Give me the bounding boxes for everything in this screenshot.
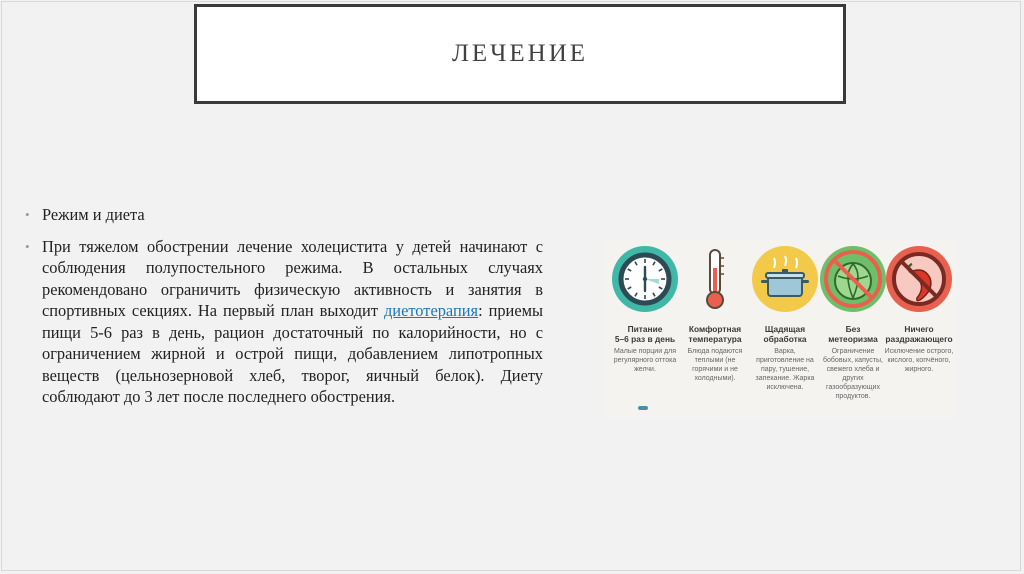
divider-mark (638, 406, 648, 410)
no-bloating-title: Без метеоризма (828, 324, 878, 344)
thermometer-icon (682, 246, 748, 312)
temperature-text: Блюда подаются теплыми (не горячими и не холодными). (687, 348, 743, 382)
no-pepper-icon (886, 246, 952, 312)
temperature-title: Комфортная температура (688, 324, 742, 344)
content-text (23, 204, 543, 418)
bullet-treatment (23, 236, 543, 408)
diet-therapy-link[interactable]: диетотерапия (383, 301, 479, 320)
infographic-item-no-irritants (884, 246, 954, 374)
no-irritants-text: Исключение острого, кислого, копчёного, жирного. (884, 348, 954, 373)
title-box (194, 4, 846, 104)
no-bloating-text: Ограничение бобовых, капусты, свежего хлеба и других газообразующих продуктов. (823, 348, 883, 400)
no-irritants-title: Ничего раздражающего (885, 324, 953, 344)
bullet-treatment-text-start: При тяжелом обострении лечение холецистита у детей начинают с соблюдения полупостельного режима. В остальных случаях рекомендовано ограничить физическую активность и занятия в спортивных секциях. На первый план выходит (42, 236, 543, 320)
infographic-item-meals (610, 246, 680, 374)
meals-text: Малые порции для регулярного оттока желчи. (613, 348, 677, 373)
cooking-text: Варка, приготовление на пару, тушение, запекание. Жарка исключена. (755, 348, 815, 391)
page-title: ЛЕЧЕНИЕ (451, 40, 589, 67)
bullet-treatment-text-end: : приемы пищи 5-6 раз в день, рацион достаточный по калорийности, но с ограничением жирной и острой пищи, добавлением липотропных веществ (цельнозерновой хлеб, творог, яичный белок). Диету соблюдают до 3 лет после последнего обострения. (42, 301, 543, 406)
infographic-item-no-bloating (818, 246, 888, 401)
bullet-regime-text: Режим и диета (42, 205, 145, 224)
clock-icon (612, 246, 678, 312)
diet-infographic (606, 240, 956, 418)
pot-icon (752, 246, 818, 312)
infographic-item-cooking (750, 246, 820, 392)
meals-title: Питание 5–6 раз в день (614, 324, 676, 344)
bullet-regime (23, 204, 543, 226)
cabbage-icon (820, 246, 886, 312)
cooking-title: Щадящая обработка (763, 324, 807, 344)
infographic-item-temperature (680, 246, 750, 383)
